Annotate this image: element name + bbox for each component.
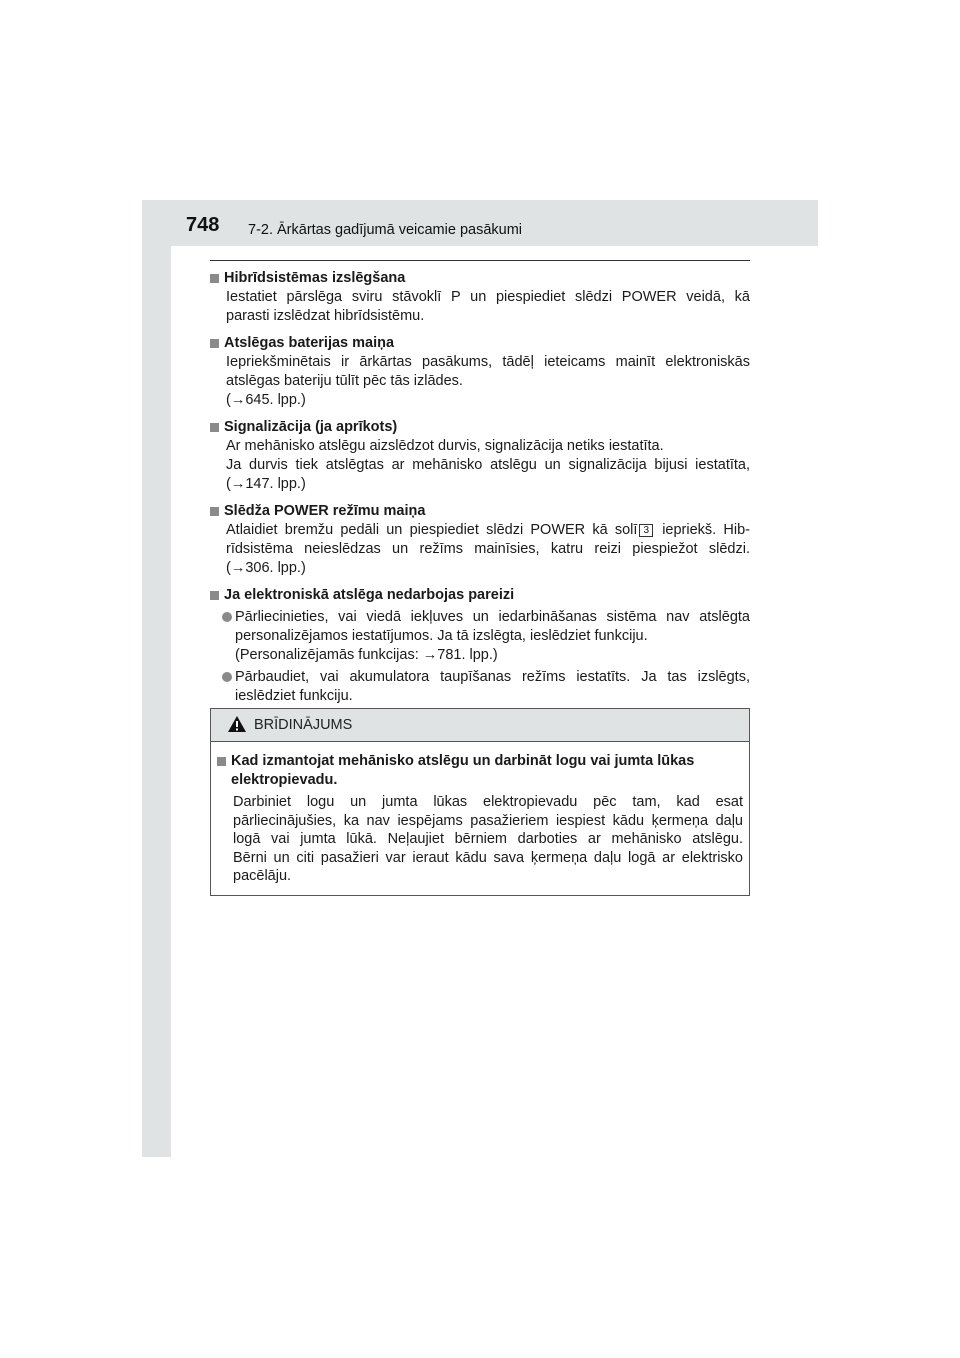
section-heading-text: Hibrīdsistēmas izslēgšana: [224, 270, 406, 286]
text-line: elektropievadu.: [231, 771, 338, 788]
section-battery: [210, 334, 750, 410]
list-item-text: [235, 608, 750, 665]
text-line: Pārbaudiet, vai akumulatora taupīšanas režīms iestatīts. Ja tas izslēgts,: [235, 669, 750, 685]
warning-heading-text: [231, 752, 694, 789]
page-reference: (→645. lpp.): [226, 392, 306, 408]
section-body: [226, 521, 750, 578]
text-line: Ja durvis tiek atslēgtas ar mehānisko atslēgu un signalizācija bijusi iestatīta,: [226, 457, 750, 473]
warning-title: BRĪDINĀJUMS: [254, 717, 353, 733]
section-heading: [210, 502, 750, 521]
square-bullet-icon: [217, 757, 226, 766]
section-engine-off: [210, 269, 750, 326]
text-line: Iestatiet pārslēga sviru stāvoklī P un piespiediet slēdzi POWER veidā, kā: [226, 289, 750, 305]
square-bullet-icon: [210, 274, 219, 283]
section-body: [226, 288, 750, 326]
square-bullet-icon: [210, 591, 219, 600]
text-line: parasti izslēdzat hibrīdsistēmu.: [226, 308, 425, 324]
text-line: [226, 521, 750, 540]
section-heading-text: Ja elektroniskā atslēga nedarbojas pareizi: [224, 587, 515, 603]
section-heading: [210, 586, 750, 605]
section-key-malfunction: [210, 586, 750, 725]
section-heading-text: Atslēgas baterijas maiņa: [224, 335, 395, 351]
section-body: [226, 353, 750, 410]
section-power-mode: [210, 502, 750, 578]
page-number: 748: [186, 214, 220, 236]
warning-box: [210, 708, 750, 896]
warning-header: [211, 709, 749, 742]
section-heading-text: Slēdža POWER režīmu maiņa: [224, 503, 426, 519]
section-heading-text: Signalizācija (ja aprīkots): [224, 419, 398, 435]
section-body: [226, 437, 750, 494]
top-rule: [210, 260, 750, 261]
text-line: pārliecinājušies, ka nav iespējams pasažieriem iespiest kādu ķermeņa daļu: [233, 812, 743, 829]
square-bullet-icon: [210, 507, 219, 516]
section-heading: [210, 269, 750, 288]
text-line: Pārliecinieties, vai viedā iekļuves un iedarbināšanas sistēma nav atslēgta: [235, 609, 750, 625]
circle-bullet-icon: [222, 672, 232, 682]
text-fragment: iepriekš. Hib-: [655, 522, 750, 538]
section-heading: [210, 418, 750, 437]
circle-bullet-icon: [222, 612, 232, 622]
text-line: Kad izmantojat mehānisko atslēgu un darbināt logu vai jumta lūkas: [231, 753, 695, 769]
page-reference: (Personalizējamās funkcijas: →781. lpp.): [235, 647, 498, 663]
text-line: ieslēdziet funkciju.: [235, 688, 353, 704]
warning-text: [233, 793, 743, 886]
text-line: logā vai jumta lūkā. Neļaujiet bērniem darboties ar mehānisko atslēgu.: [233, 831, 743, 847]
step-number-box: 3: [639, 524, 653, 537]
page-reference: (→306. lpp.): [226, 560, 306, 576]
text-line: Bērni un citi pasažieri var ieraut kādu sava ķermeņa daļu logā ar elektrisko: [233, 849, 743, 866]
square-bullet-icon: [210, 339, 219, 348]
page-reference: (→147. lpp.): [226, 476, 306, 492]
section-heading: [210, 334, 750, 353]
chapter-title: 7-2. Ārkārtas gadījumā veicamie pasākumi: [248, 222, 523, 238]
list-item: [222, 608, 750, 665]
content: [210, 260, 750, 725]
text-line: Darbiniet logu un jumta lūkas elektropievadu pēc tam, kad esat: [233, 794, 743, 810]
text-line: rīdsistēma neieslēdzas un režīms mainīsies, katru reizi piespiežot slēdzi.: [226, 541, 750, 557]
warning-heading: [217, 752, 743, 789]
warning-body: [211, 742, 749, 886]
text-fragment: Atlaidiet bremžu pedāli un piespiediet slēdzi POWER kā solī: [226, 522, 638, 538]
text-line: Iepriekšminētais ir ārkārtas pasākums, tādēļ ieteicams mainīt elektroniskās: [226, 354, 750, 370]
text-line: personalizējamos iestatījumos. Ja tā izslēgta, ieslēdziet funkciju.: [235, 628, 648, 644]
square-bullet-icon: [210, 423, 219, 432]
sidebar-tab: [142, 200, 171, 1157]
section-alarm: [210, 418, 750, 494]
text-line: atslēgas bateriju tūlīt pēc tās izlādes.: [226, 373, 463, 389]
text-line: Ar mehānisko atslēgu aizslēdzot durvis, signalizācija netiks iestatīta.: [226, 438, 664, 454]
warning-triangle-icon: [227, 715, 247, 733]
text-line: pacēlāju.: [233, 868, 292, 884]
